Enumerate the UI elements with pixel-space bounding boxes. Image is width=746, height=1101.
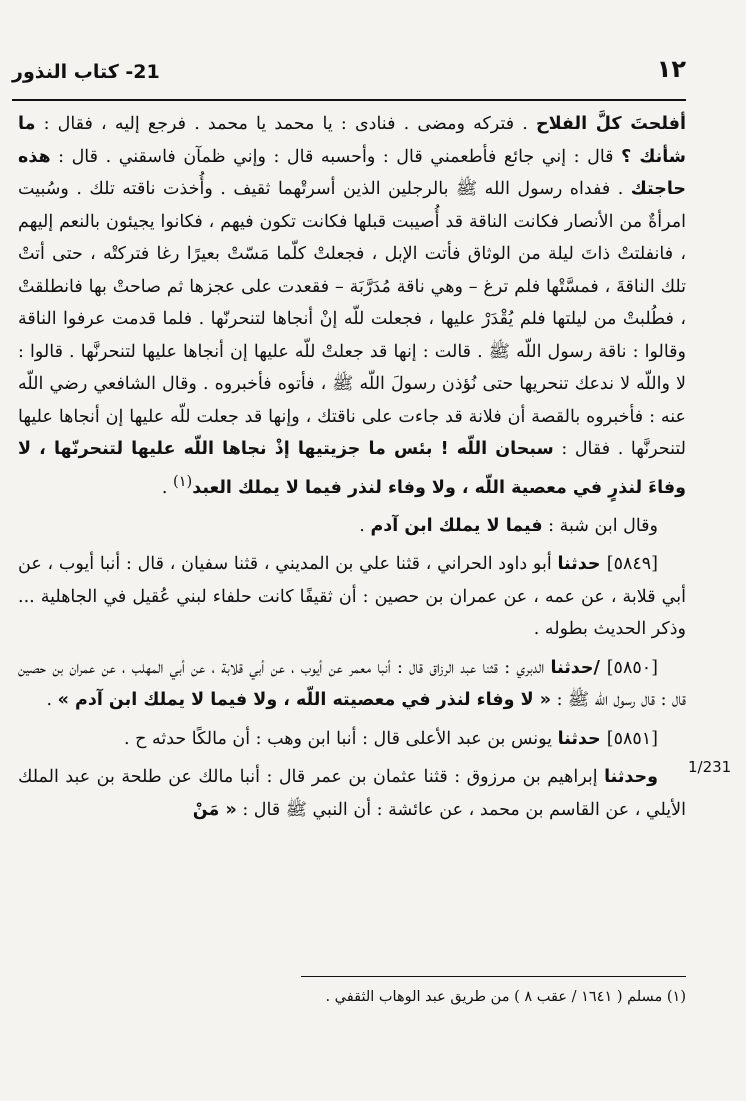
hadith-entry xyxy=(18,723,686,756)
paragraph xyxy=(18,108,686,504)
bold-phrase: /حدثنا xyxy=(550,657,607,678)
bold-phrase: حدثنا xyxy=(557,554,607,575)
text-run: الدبري : قثنا عبد الرزاق قال : أنبا معمر عن أيوب ، عن أبي قلابة ، عن أبي المهلب ، عن عمران بن حصين قال : قال رسول اللّه ﷺ : xyxy=(18,657,686,711)
quote: « لا وفاء لنذر في معصيته اللّه ، ولا فيما لا يملك ابن آدم » xyxy=(57,690,552,711)
bold-phrase: سبحان اللّه ! بئس ما جزيتيها إذْ نجاها اللّه عليها لتنحرنّها ، لا وفاءَ لنذرٍ في معصية اللّه ، ولا وفاء لنذر فيما لا يملك العبد xyxy=(18,439,686,498)
hadith-number: [٥٨٥٠] xyxy=(606,657,658,678)
bold-phrase: أفلحتَ كلَّ الفلاح xyxy=(536,114,686,134)
bold-phrase: فيما لا يملك ابن آدم xyxy=(370,515,543,536)
page-number: ١٢ xyxy=(656,55,686,83)
paragraph xyxy=(18,761,686,826)
hadith-entry xyxy=(18,652,686,717)
text-run: يونس بن عبد الأعلى قال : أنبا ابن وهب : أن مالكًا حدثه ح . xyxy=(123,728,558,749)
main-text xyxy=(18,108,686,826)
text-run: . xyxy=(46,690,58,711)
text-run: . xyxy=(359,515,371,536)
text-run: . ففداه رسول الله ﷺ بالرجلين الذين أسرتْهما ثقيف . وأُخذت ناقته تلك . وسُبيت امرأةٌ من الأنصار فكانت الناقة قد أُصيبت قبلها فكانت تكون فيهم ، فكانوا يجيئون بالنعم إليهم ، فانفلتتْ ذاتَ ليلة من الوثاق فأتت الإبل ، فجعلتْ كلّما مَسّتْ بعيرًا رغا فتركتْه ، حتى أتتْ تلك الناقةَ ، فمسَّتْها فلم ترغ – وهي ناقة مُدَرَّبَة – فقعدت على عجزها ثم صاحتْ بها فانطلقتْ ، فطُلبتْ من ليلتها فلم يُقْدَرْ عليها ، فجعلت للّه إنْ أنجاها لتنحرنّها . فلما قدمت عرفوا الناقة وقالوا : ناقة رسول اللّه ﷺ . قالت : إنها قد جعلتْ للّه عليها إن أنجاها عليها لتنحرنَّها . قالوا : لا واللّه لا ندعك تنحريها حتى نُؤذن رسولَ اللّه ﷺ ، فأتوه فأخبروه . وقال الشافعي رضي اللّه عنه : فأخبروه بالقصة أن فلانة قد جاءت على ناقتك ، وإنها قد جعلت للّه عليها إن أنجاها عليها لتنحرنَّها . فقال : xyxy=(18,179,686,459)
text-run: إبراهيم بن مرزوق : قثنا عثمان بن عمر قال : أنبا مالك عن طلحة بن عبد الملك الأيلي ، عن القاسم بن محمد ، عن عائشة : أن النبي ﷺ قال : xyxy=(18,767,686,820)
header-rule xyxy=(12,99,686,101)
bold-phrase: وحدثنا xyxy=(604,767,658,788)
margin-reference: 1/231 xyxy=(688,758,732,776)
footnote: (١) مسلم ( ١٦٤١ / عقب ٨ ) من طريق عبد الوهاب الثقفي . xyxy=(325,989,686,1005)
text-run: أبو داود الحراني ، قثنا علي بن المديني ، قثنا سفيان ، قال : أنبا أيوب ، عن أبي قلابة ، عن عمه ، عن عمران بن حصين : أن ثقيفًا كانت حلفاء لبني عُقيل في الجاهلية ... وذكر الحديث بطوله . xyxy=(18,554,686,640)
bold-phrase: حدثنا xyxy=(557,728,607,749)
text-run: وقال ابن شبة : xyxy=(542,515,658,536)
running-title: 21- كتاب النذور xyxy=(12,61,160,83)
page-header xyxy=(12,55,686,99)
quote: « مَنْ xyxy=(192,799,237,820)
text-run: قال : إني جائع فأطعمني قال : وأحسبه قال : وإني ظمآن فاسقني . قال : xyxy=(50,146,622,167)
text-run: . xyxy=(161,477,174,498)
paragraph xyxy=(18,510,686,543)
footnote-rule xyxy=(301,976,686,977)
hadith-number: [٥٨٥١] xyxy=(606,728,658,749)
bold-phrase: هذه حاجتك xyxy=(18,146,686,199)
hadith-entry xyxy=(18,548,686,646)
footnote-mark: (١) xyxy=(173,472,193,490)
text-run: . فتركه ومضى . فنادى : يا محمد يا محمد . فرجع إليه ، فقال : xyxy=(35,114,536,134)
hadith-number: [٥٨٤٩] xyxy=(606,554,658,575)
bold-phrase: ما شأنك ؟ xyxy=(18,114,686,167)
